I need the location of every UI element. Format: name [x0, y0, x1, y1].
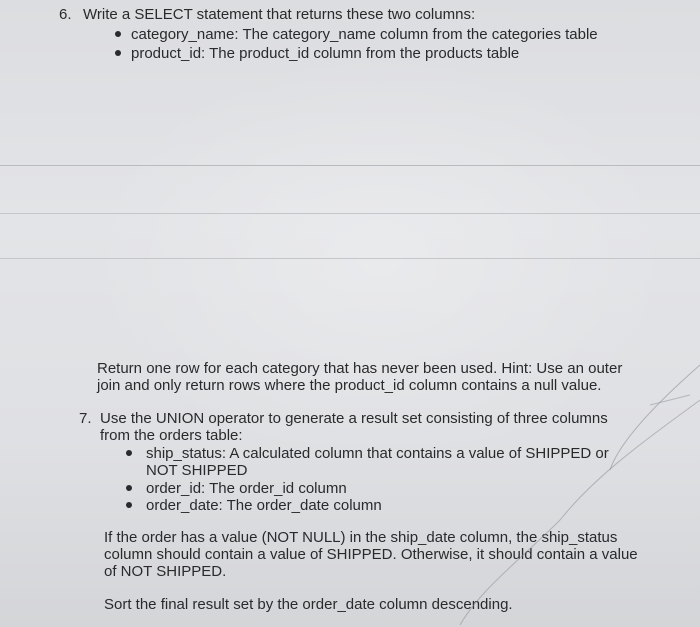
question-7-sort-instruction: Sort the final result set by the order_date column descending. [104, 596, 513, 613]
question-6-bullet: product_id: The product_id column from the products table [131, 45, 520, 62]
question-7-bullet: ship_status: A calculated column that contains a value of SHIPPED or [146, 445, 609, 462]
question-7-bullet: order_date: The order_date column [146, 497, 382, 514]
question-7-paragraph: column should contain a value of SHIPPED. Otherwise, it should contain a value [104, 546, 638, 563]
question-6-note: Return one row for each category that has never been used. Hint: Use an outer [97, 360, 623, 377]
question-7-number: 7. [79, 410, 92, 427]
question-7-prompt: Use the UNION operator to generate a result set consisting of three columns [100, 410, 608, 427]
question-7-paragraph: If the order has a value (NOT NULL) in the ship_date column, the ship_status [104, 529, 618, 546]
question-7-prompt: from the orders table: [100, 427, 243, 444]
question-6-number: 6. [59, 6, 72, 23]
question-6-bullet: category_name: The category_name column from the categories table [131, 26, 598, 43]
question-6-prompt: Write a SELECT statement that returns these two columns: [83, 6, 476, 23]
question-7-paragraph: of NOT SHIPPED. [104, 563, 227, 580]
question-6-note: join and only return rows where the product_id column contains a null value. [97, 377, 602, 394]
question-7-bullet: order_id: The order_id column [146, 480, 347, 497]
question-7-bullet-continued: NOT SHIPPED [146, 462, 248, 479]
